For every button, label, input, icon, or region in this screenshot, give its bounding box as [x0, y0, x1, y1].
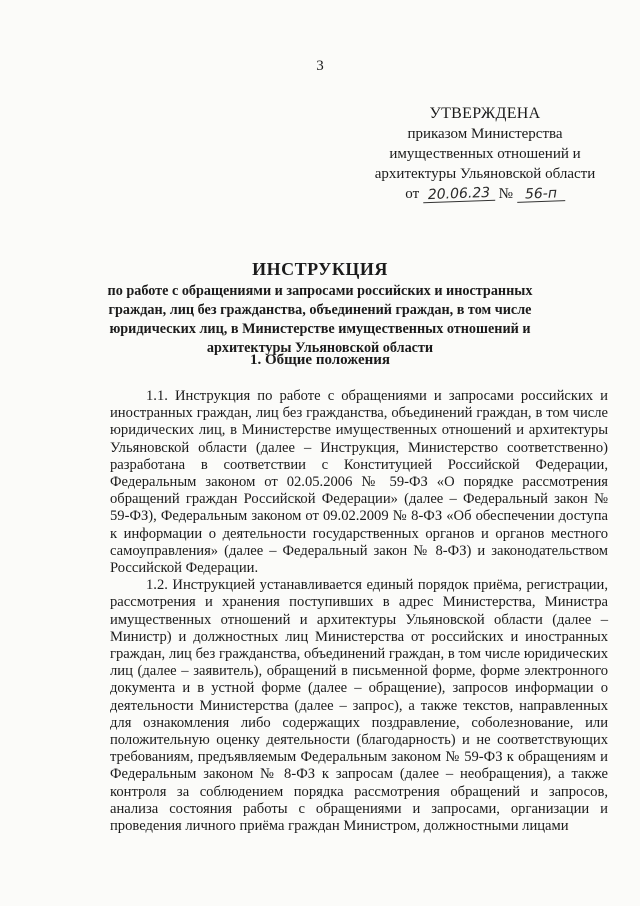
section-heading: 1. Общие положения — [249, 352, 391, 368]
page-number: 3 — [316, 58, 324, 74]
document-subtitle: по работе с обращениями и запросами российских и иностранных граждан, лиц без гражданства, объединений граждан, в том числе юридических лиц, в Министерстве имущественных отношений и архитектуры Ульяновской области — [107, 283, 533, 356]
handwritten-number: 56-п — [516, 186, 564, 203]
approval-date-line — [360, 184, 610, 204]
document-title-block — [100, 258, 540, 358]
handwritten-date: 20.06.23 — [423, 186, 495, 204]
approval-line-2: имущественных отношений и — [389, 146, 581, 162]
approval-line-1: приказом Министерства — [407, 126, 563, 142]
document-body — [110, 388, 608, 835]
paragraph-1-1: 1.1. Инструкция по работе с обращениями и запросами российских и иностранных граждан, лиц без гражданства, объединений граждан, в том числе юридических лиц, в Министерстве имущественных отношений и архитектуры Ульяновской области (далее – Инструкция, Министерство соответственно) разработана в соответствии с Конституцией Российской Федерации, Федеральным законом от 02.05.2006 № 59-ФЗ «О порядке рассмотрения обращений граждан Российской Федерации» (далее – Федеральный закон № 59-ФЗ), Федеральным законом от 09.02.2009 № 8-ФЗ «Об обеспечении доступа к информации о деятельности государственных органов и органов местного самоуправления» (далее – Федеральный закон № 8-ФЗ) и законодательством Российской Федерации. — [110, 388, 608, 577]
number-prefix: № — [498, 186, 513, 202]
approval-line-3: архитектуры Ульяновской области — [374, 166, 596, 182]
approval-stamp-block — [360, 104, 610, 204]
approval-heading: УТВЕРЖДЕНА — [429, 105, 541, 122]
date-prefix: от — [405, 186, 420, 202]
paragraph-1-2: 1.2. Инструкцией устанавливается единый порядок приёма, регистрации, рассмотрения и хранения поступивших в адрес Министерства, Министра имущественных отношений и архитектуры Ульяновской области (далее – Министр) и должностных лиц Министерства от российских и иностранных граждан, лиц без гражданства, объединений граждан, в том числе юридических лиц (далее – заявитель), обращений в письменной форме, форме электронного документа и в устной форме (далее – обращение), запросов информации о деятельности Министерства (далее – запрос), а также текстов, направленных для ознакомления либо содержащих поздравление, соболезнование, или положительную оценку деятельности (благодарность) и не соответствующих требованиям, предъявляемым Федеральным законом № 59-ФЗ к обращениям и Федеральным законом № 8-ФЗ к запросам (далее – необращения), а также контроля за соблюдением порядка рассмотрения обращений и запросов, анализа состояния работы с обращениями и запросами, организации и проведения личного приёма граждан Министром, должностными лицами — [110, 577, 608, 835]
document-title: ИНСТРУКЦИЯ — [252, 259, 388, 279]
